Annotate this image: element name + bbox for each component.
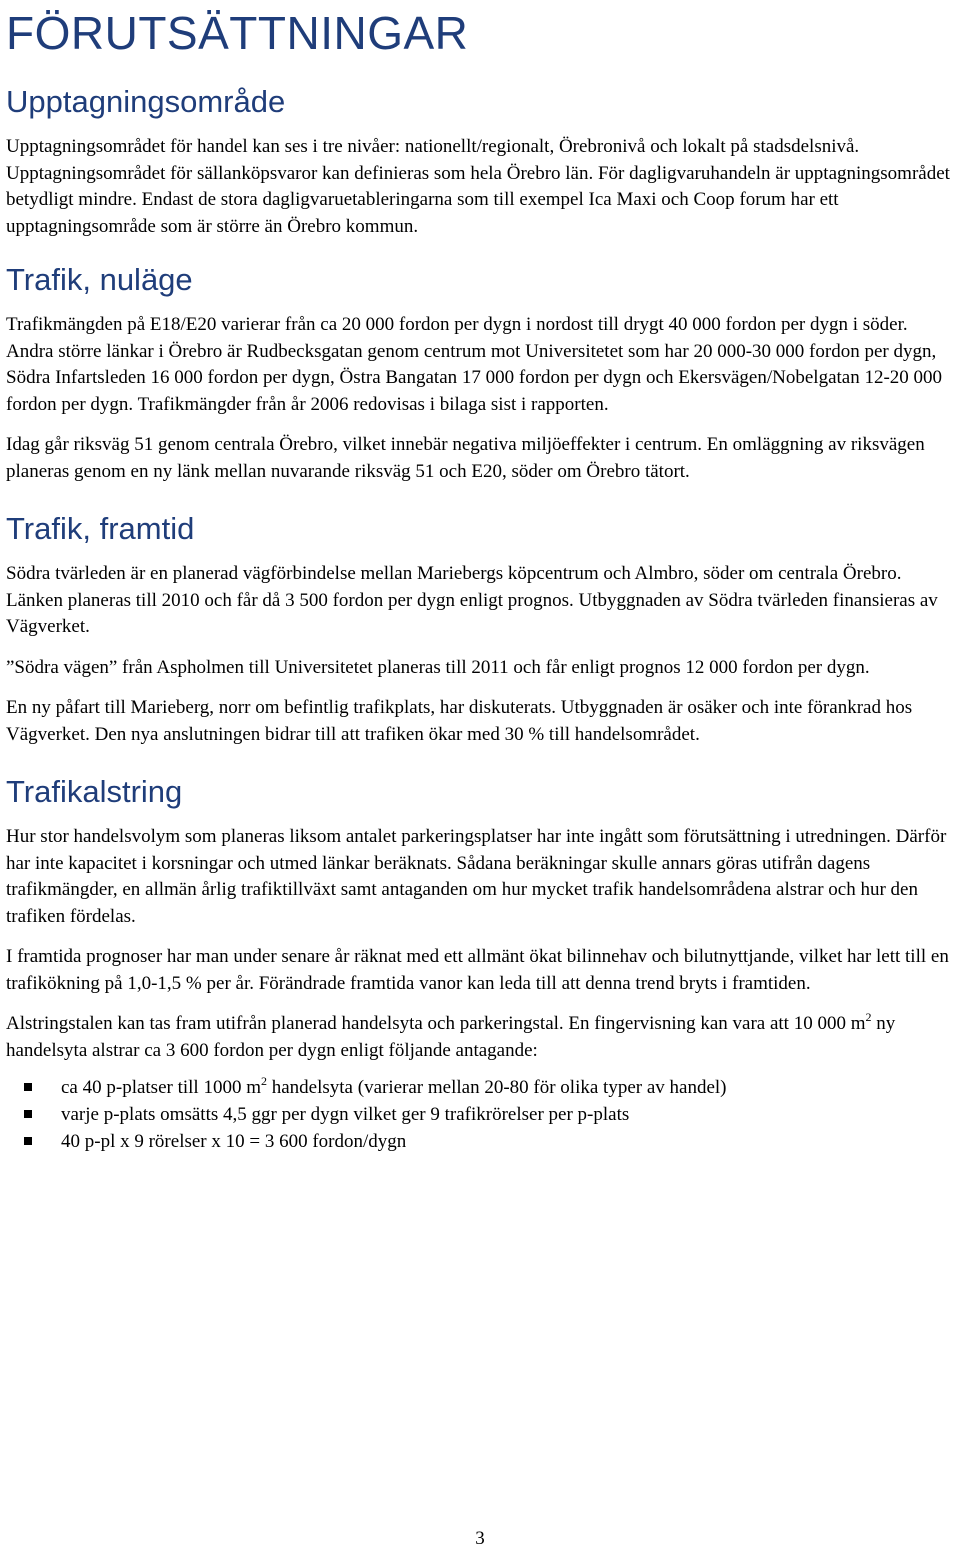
list-item bbox=[6, 1074, 956, 1101]
paragraph: En ny påfart till Marieberg, norr om befintlig trafikplats, har diskuterats. Utbyggnaden är osäker och inte förankrad hos Vägverket. Den nya anslutningen bidrar till att trafiken ökar med 30 % till handelsområdet. bbox=[6, 697, 913, 745]
square-bullet-icon bbox=[24, 1137, 32, 1145]
page-title: FÖRUTSÄTTNINGAR bbox=[6, 7, 469, 59]
section-heading: Upptagningsområde bbox=[6, 84, 286, 119]
text: ca 40 p-platser till 1000 m bbox=[61, 1077, 261, 1098]
paragraph: Idag går riksväg 51 genom centrala Örebro, vilket innebär negativa miljöeffekter i centrum. En omläggning av riksvägen planeras genom en ny länk mellan nuvarande riksväg 51 och E20, söder om Örebro tätort. bbox=[6, 434, 925, 482]
list-item bbox=[6, 1101, 956, 1128]
document-page bbox=[6, 0, 956, 1155]
bullet-list bbox=[6, 1074, 956, 1155]
text: varje p-plats omsätts 4,5 ggr per dygn vilket ger 9 trafikrörelser per p-plats bbox=[61, 1104, 630, 1125]
paragraph: Södra tvärleden är en planerad vägförbindelse mellan Mariebergs köpcentrum och Almbro, söder om centrala Örebro. Länken planeras till 2010 och får då 3 500 fordon per dygn enligt prognos. Utbyggnaden av Södra tvärleden finansieras av Vägverket. bbox=[6, 563, 938, 637]
paragraph: Trafikmängden på E18/E20 varierar från ca 20 000 fordon per dygn i nordost till drygt 40 000 fordon per dygn i söder. Andra större länkar i Örebro är Rudbecksgatan genom centrum mot Universitetet som har 20 000-30 000 fordon per dygn, Södra Infartsleden 16 000 fordon per dygn, Östra Bangatan 17 000 fordon per dygn och Ekersvägen/Nobelgatan 12-20 000 fordon per dygn. Trafikmängder från år 2006 redovisas i bilaga sist i rapporten. bbox=[6, 314, 943, 415]
section-heading: Trafik, nuläge bbox=[6, 262, 193, 297]
section-trafik-nulage bbox=[6, 262, 956, 485]
text: handelsyta (varierar mellan 20-80 för olika typer av handel) bbox=[266, 1077, 727, 1098]
square-bullet-icon bbox=[24, 1083, 32, 1091]
paragraph: ”Södra vägen” från Aspholmen till Universitetet planeras till 2011 och får enligt prognos 12 000 fordon per dygn. bbox=[6, 656, 870, 678]
section-upptagningsomrade bbox=[6, 84, 956, 240]
superscript: 2 bbox=[865, 1009, 872, 1024]
paragraph: Hur stor handelsvolym som planeras liksom antalet parkeringsplatser har inte ingått som förutsättning i utredningen. Därför har inte kapacitet i korsningar och utmed länkar beräknats. Sådana beräkningar skulle annars göras utifrån dagens trafikmängder, en allmän årlig trafiktillväxt samt antaganden om hur mycket trafik handelsområdena alstrar och hur den trafiken fördelas. bbox=[6, 826, 947, 927]
section-heading: Trafikalstring bbox=[6, 774, 183, 809]
section-trafik-framtid bbox=[6, 511, 956, 748]
paragraph: I framtida prognoser har man under senare år räknat med ett allmänt ökat bilinnehav och bilutnyttjande, vilket har lett till en trafikökning på 1,0-1,5 % per år. Förändrade framtida vanor kan leda till att denna trend bryts i framtiden. bbox=[6, 946, 949, 994]
text: Alstringstalen kan tas fram utifrån planerad handelsyta och parkeringstal. En fingervisning kan vara att 10 000 m bbox=[6, 1013, 866, 1034]
section-trafikalstring bbox=[6, 774, 956, 1155]
page-number: 3 bbox=[475, 1528, 485, 1549]
text: ny handelsyta alstrar ca 3 600 fordon per dygn enligt följande antagande: bbox=[6, 1013, 896, 1061]
paragraph bbox=[6, 1011, 956, 1064]
square-bullet-icon bbox=[24, 1110, 32, 1118]
list-item bbox=[6, 1128, 956, 1155]
superscript: 2 bbox=[260, 1073, 267, 1088]
section-heading: Trafik, framtid bbox=[6, 511, 195, 546]
paragraph: Upptagningsområdet för handel kan ses i tre nivåer: nationellt/regionalt, Örebronivå och lokalt på stadsdelsnivå. Upptagningsområdet för sällanköpsvaror kan definieras som hela Örebro län. För dagligvaruhandeln är upptagningsområdet betydligt mindre. Endast de stora dagligvaruetableringarna som till exempel Ica Maxi och Coop forum har ett upptagningsområde som är större än Örebro kommun. bbox=[6, 136, 950, 237]
text: 40 p-pl x 9 rörelser x 10 = 3 600 fordon/dygn bbox=[61, 1131, 407, 1152]
